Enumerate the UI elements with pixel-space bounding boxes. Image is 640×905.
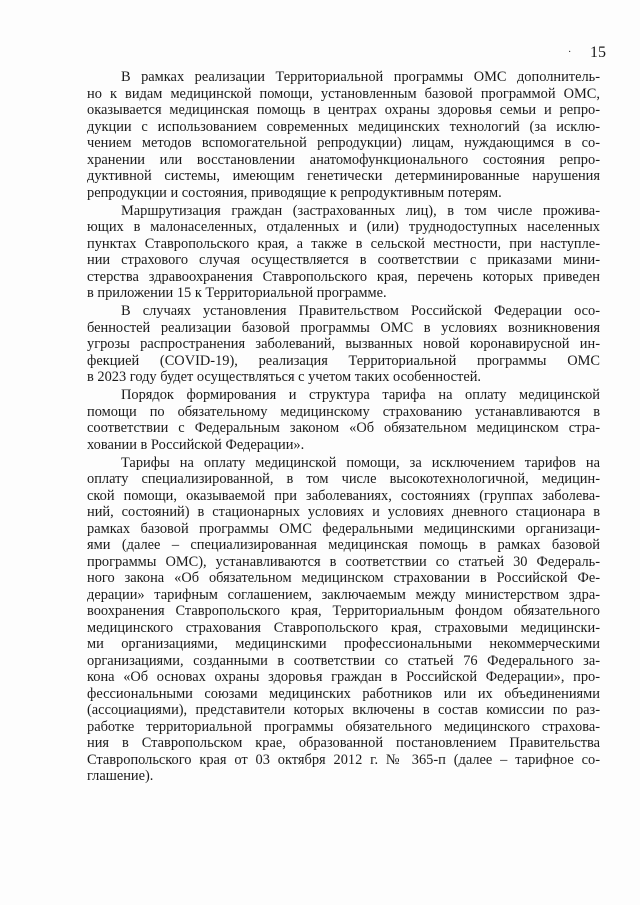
text-line: репродукции и состояния, приводящие к репродуктивным потерям.	[87, 184, 502, 201]
text-line: медицинского страхования Ставропольского края, страховыми медицински-	[87, 619, 600, 636]
text-line: угрозы распространения заболеваний, вызванных новой коронавирусной ин-	[87, 336, 600, 352]
text-line: программы ОМС), устанавливаются в соответствии со статьей 30 Федераль-	[87, 553, 600, 570]
text-line: ющих в малонаселенных, отдаленных и (или) труднодоступных населенных	[87, 219, 600, 235]
text-line: ховании в Российской Федерации».	[87, 436, 305, 453]
text-line: пунктах Ставропольского края, а также в сельской местности, при наступле-	[87, 235, 600, 252]
stray-dot-mark: ·	[568, 47, 572, 58]
text-line: оказывается медицинская помощь в центрах охраны здоровья семьи и репро-	[87, 102, 600, 118]
paragraph-tariff-agreement	[87, 455, 600, 785]
text-line: глашение).	[87, 768, 154, 784]
text-line: ния в Ставропольском крае, образованной постановлением Правительства	[87, 735, 600, 751]
text-line: В рамках реализации Территориальной программы ОМС дополнитель-	[121, 69, 600, 85]
text-line: дуктивной системы, имеющим генетически детерминированные нарушения	[87, 168, 600, 184]
text-line: организациями, созданными в соответствии со статьей 76 Федерального за-	[87, 652, 600, 669]
text-line: Порядок формирования и структура тарифа на оплату медицинской	[121, 387, 600, 403]
text-line: стерства здравоохранения Ставропольского края, перечень которых приведен	[87, 268, 600, 285]
text-line: фессиональными союзами медицинских работников или их объединениями	[87, 685, 600, 702]
text-line: бенностей реализации базовой программы ОМС в условиях возникновения	[87, 319, 600, 336]
text-line: хранении или восстановлении анатомофункционального состояния репро-	[87, 151, 600, 168]
text-line: в приложении 15 к Территориальной программе.	[87, 285, 387, 301]
text-line: работке территориальной программы обязательного медицинского страхова-	[87, 718, 600, 735]
text-line: В случаях установления Правительством Российской Федерации осо-	[121, 303, 600, 319]
text-line: чением методов вспомогательной репродукции) лицам, нуждающимся в со-	[87, 135, 600, 151]
paragraph-covid-features	[87, 303, 600, 386]
text-line: Маршрутизация граждан (застрахованных лиц), в том числе прожива-	[121, 202, 600, 219]
paragraph-patient-routing	[87, 203, 600, 302]
text-line: Ставропольского края от 03 октября 2012 г. № 365-п (далее – тарифное со-	[87, 751, 600, 768]
text-line: соответствии с Федеральным законом «Об обязательном медицинском стра-	[87, 420, 600, 436]
text-line: нии страхового случая осуществляется в соответствии с приказами мини-	[87, 252, 600, 268]
page-number: 15	[590, 44, 606, 61]
text-line: (ассоциациями), представители которых включены в состав комиссии по раз-	[87, 702, 600, 718]
text-line: воохранения Ставропольского края, Территориальным фондом обязательного	[87, 603, 600, 619]
text-line: ями (далее – специализированная медицинская помощь в рамках базовой	[87, 537, 600, 553]
text-line: рамках базовой программы ОМС федеральными медицинскими организаци-	[87, 520, 600, 537]
text-line: кона «Об основах охраны здоровья граждан в Российской Федерации», про-	[87, 669, 600, 685]
text-line: ской помощи, оказываемой при заболеваниях, состояниях (группах заболева-	[87, 487, 600, 504]
document-body	[87, 69, 600, 785]
text-line: дукции с использованием современных медицинских технологий (за исклю-	[87, 118, 600, 135]
text-line: ми организациями, медицинскими профессиональными некоммерческими	[87, 636, 600, 652]
text-line: дерации» тарифным соглашением, заключаемым между министерством здра-	[87, 586, 600, 603]
text-line: помощи по обязательному медицинскому страхованию устанавливаются в	[87, 403, 600, 420]
paragraph-reproductive-care	[87, 69, 600, 201]
text-line: но к видам медицинской помощи, установленным базовой программой ОМС,	[87, 85, 600, 102]
paragraph-tariff-structure	[87, 387, 600, 453]
text-line: оплату специализированной, в том числе высокотехнологичной, медицин-	[87, 471, 600, 487]
text-line: ного закона «Об обязательном медицинском страховании в Российской Фе-	[87, 570, 600, 586]
text-line: фекцией (COVID-19), реализация Территориальной программы ОМС	[87, 352, 600, 369]
text-line: Тарифы на оплату медицинской помощи, за исключением тарифов на	[121, 454, 600, 471]
text-line: в 2023 году будет осуществляться с учетом таких особенностей.	[87, 369, 482, 385]
text-line: ний, состояний) в стационарных условиях и условиях дневного стационара в	[87, 504, 600, 520]
